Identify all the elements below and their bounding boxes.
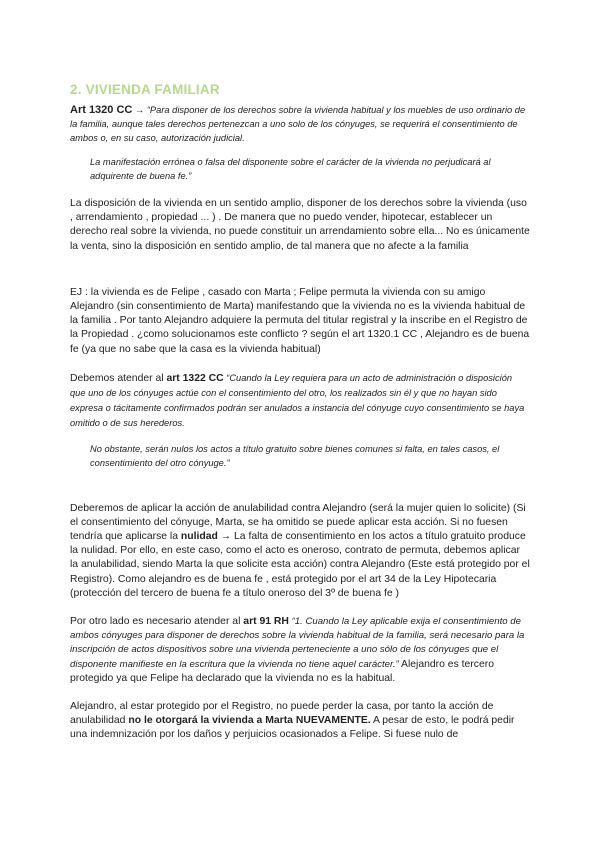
art-1322-citation bbox=[70, 371, 530, 432]
paragraph-conclusion bbox=[70, 700, 530, 743]
anulabilidad-text-1: Deberemos de aplicar la acción de anulabilidad contra Alejandro (será la mujer quien lo solicite) (Si el consentimiento del cónyuge, Marta, se ha omitido se puede aplicar esta acción. Si no fuesen tendría que aplicarse la bbox=[70, 502, 526, 543]
arrow-glyph: → bbox=[132, 105, 147, 115]
paragraph-art-91-rh bbox=[70, 615, 530, 686]
art-91-post: Alejandro es tercero protegido ya que Felipe ha declarado que la vivienda no es la habitual. bbox=[70, 658, 495, 684]
conclusion-text-1: Alejandro, al estar protegido por el Registro, no puede perder la casa, por tanto la acción de anulabilidad bbox=[70, 701, 494, 727]
paragraph-disposicion: La disposición de la vivienda en un sentido amplio, disponer de los derechos sobre la vivienda (uso , arrendamiento , propiedad ... ) . De manera que no puedo vender, hipotecar, establecer un derecho real sobre la vivienda, no puede constituir un arrendamiento sobre ella... No es únicamente la venta, sino la disposición en sentido amplio, de tal manera que no afecte a la familia bbox=[70, 198, 530, 252]
art-1322-label: art 1322 CC bbox=[166, 372, 224, 384]
nulidad-bold: nulidad bbox=[180, 531, 218, 543]
art-91-quote: “1. Cuando la Ley aplicable exija el consentimiento de ambos cónyuges para disponer de derechos sobre la vivienda habitual de la familia, será necesario para la inscripción de actos dispositivos sobre una vivienda perteneciente a uno sólo de los cónyuges que el disponente manifieste en la escritura que la vivienda no tiene aquel carácter.” bbox=[70, 616, 525, 670]
section-heading: 2. VIVIENDA FAMILIAR bbox=[70, 82, 220, 97]
anulabilidad-text-2: → La falta de consentimiento en los actos a título gratuito produce la nulidad. Por ello, en este caso, como el acto es oneroso, contrato de permuta, debemos aplicar la anulabilidad, siendo Marta la que solicite esta acción) contra Alejandro (Este está protegido por el Registro). Como alejandro es de buena fe , está protegido por el art 34 de la Ley Hipotecaria (protección del tercero de buena fe a título oneroso del 3º de buena fe ) bbox=[70, 531, 530, 599]
art-1320-quote-second: La manifestación errónea o falsa del disponente sobre el carácter de la vivienda no perjudicará al adquirente de buena fe.” bbox=[90, 157, 491, 181]
art-1322-quote-second: No obstante, serán nulos los actos a título gratuito sobre bienes comunes si falta, en tales casos, el consentimiento del otro cónyuge.” bbox=[90, 443, 500, 468]
art-1320-label: Art 1320 CC bbox=[70, 104, 133, 116]
paragraph-ejemplo: EJ : la vivienda es de Felipe , casado con Marta ; Felipe permuta la vivienda con su amigo Alejandro (sin consentimiento de Marta) manifestando que la vivienda no es la vivienda habitual de la familia . Por tanto Alejandro adquiere la permuta del titular registral y la inscribe en el Registro de la Propiedad . ¿como solucionamos este conflicto ? según el art 1320.1 CC , Alejandro es de buena fe (ya que no sabe que la casa es la vivienda habitual) bbox=[70, 286, 530, 355]
art-1322-quote: “Cuando la Ley requiera para un acto de administración o disposición que uno de los cónyuges actúe con el consentimiento del otro, los realizados sin él y que no hayan sido expresa o tácitamente confirmados podrán ser anulados a instancia del cónyuge cuyo consentimiento se haya omitido o de sus herederos. bbox=[70, 372, 525, 429]
conclusion-bold: no le otorgará la vivienda a Marta NUEVAMENTE. bbox=[128, 715, 371, 727]
art-1320-citation bbox=[70, 103, 530, 145]
paragraph-anulabilidad bbox=[70, 502, 530, 601]
conclusion-text-2: A pesar de esto, le podrá pedir una indemnización por los daños y perjuicios ocasionados a Felipe. Si fuese nulo de bbox=[70, 715, 515, 741]
art-1320-quote: “Para disponer de los derechos sobre la vivienda habitual y los muebles de uso ordinario de la familia, aunque tales derechos pertenezcan a uno solo de los cónyuges, se requerirá el consentimiento de ambos o, en su caso, autorización judicial. bbox=[70, 105, 526, 143]
art-91-pre: Por otro lado es necesario atender al bbox=[70, 616, 244, 628]
art-1322-pre: Debemos atender al bbox=[70, 372, 167, 384]
art-91-label: art 91 RH bbox=[243, 616, 289, 628]
